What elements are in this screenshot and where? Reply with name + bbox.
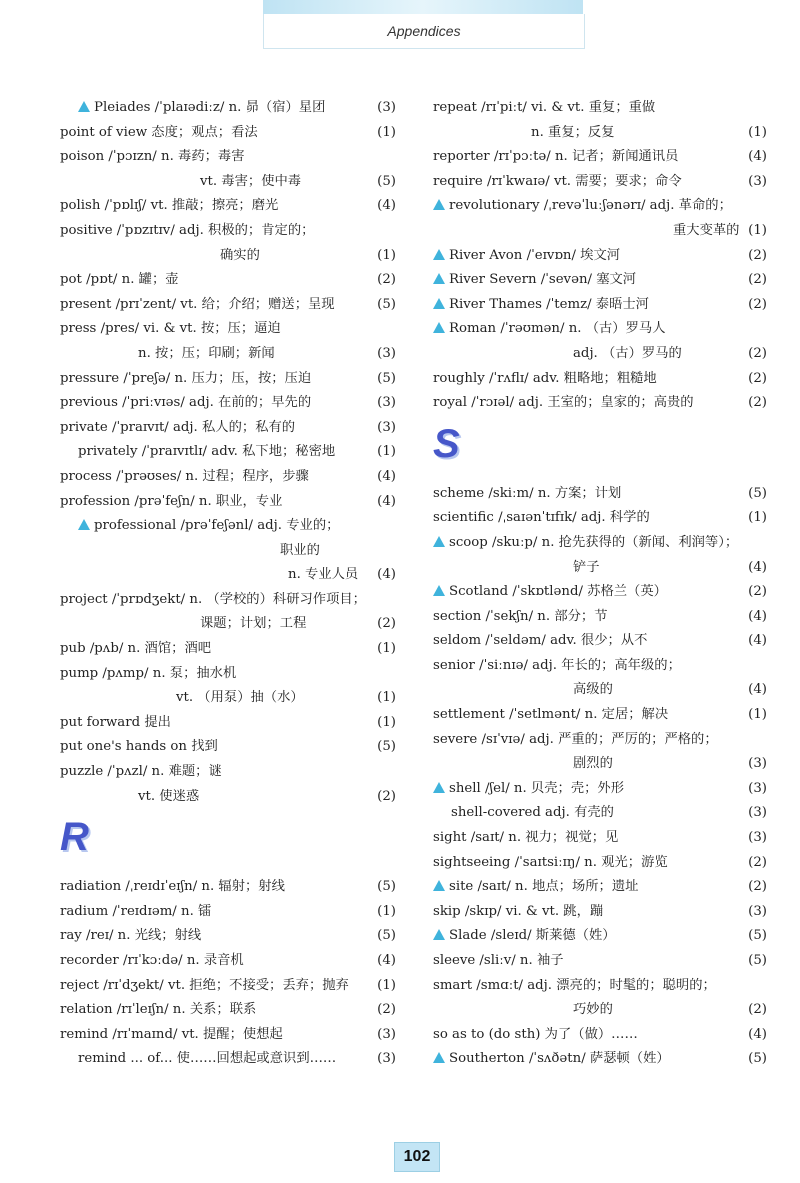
entry-text: River Avon /ˈeɪvɒn/ 埃文河 bbox=[449, 247, 621, 263]
entry-text: point of view 态度；观点；看法 bbox=[60, 124, 258, 140]
entry-text: site /saɪt/ n. 地点；场所；遗址 bbox=[449, 879, 639, 895]
glossary-entry bbox=[60, 121, 396, 146]
unit-number: (2) bbox=[748, 345, 767, 361]
glossary-entry bbox=[433, 654, 767, 679]
header-title: Appendices bbox=[387, 23, 461, 39]
entry-text: scientific /ˌsaɪənˈtɪfɪk/ adj. 科学的 bbox=[433, 510, 650, 526]
unit-number: (3) bbox=[377, 345, 396, 361]
entry-text: require /rɪˈkwaɪə/ vt. 需要；要求；命令 bbox=[433, 173, 682, 189]
glossary-entry bbox=[60, 539, 396, 564]
glossary-entry bbox=[60, 998, 396, 1023]
page-number bbox=[394, 1142, 440, 1172]
unit-number: (1) bbox=[377, 690, 396, 706]
entry-text: vt. （用泵）抽（水） bbox=[176, 690, 304, 706]
entry-text: Southerton /ˈsʌðətn/ 萨瑟顿（姓） bbox=[449, 1051, 670, 1067]
unit-number: (1) bbox=[377, 977, 396, 993]
unit-number: (1) bbox=[377, 124, 396, 140]
unit-number: (1) bbox=[377, 641, 396, 657]
unit-number: (1) bbox=[748, 222, 767, 238]
entry-text: sleeve /sliːv/ n. 袖子 bbox=[433, 953, 564, 968]
glossary-entry bbox=[433, 851, 767, 876]
unit-number: (5) bbox=[377, 739, 396, 755]
glossary-entry bbox=[433, 605, 767, 630]
unit-number: (1) bbox=[377, 444, 396, 460]
unit-number: (5) bbox=[377, 928, 396, 944]
glossary-entry bbox=[60, 490, 396, 515]
entry-text: 巧妙的 bbox=[573, 1002, 613, 1018]
unit-number: (4) bbox=[748, 1026, 767, 1042]
glossary-entry bbox=[60, 949, 396, 974]
glossary-entry bbox=[433, 170, 767, 195]
glossary-entry bbox=[433, 219, 767, 244]
entry-text: remind /rɪˈmaɪnd/ vt. 提醒；使想起 bbox=[60, 1026, 283, 1042]
entry-text: poison /ˈpɔɪzn/ n. 毒药；毒害 bbox=[60, 149, 245, 165]
unit-number: (5) bbox=[748, 953, 767, 968]
entry-text: ray /reɪ/ n. 光线；射线 bbox=[60, 928, 202, 944]
unit-number: (2) bbox=[748, 879, 767, 895]
unit-number: (4) bbox=[377, 953, 396, 968]
glossary-entry bbox=[433, 342, 767, 367]
unit-number: (1) bbox=[748, 707, 767, 723]
header-decoration bbox=[263, 0, 583, 14]
entry-text: settlement /ˈsetlmənt/ n. 定居；解决 bbox=[433, 707, 669, 723]
entry-text: process /ˈprəʊses/ n. 过程；程序，步骤 bbox=[60, 468, 309, 484]
glossary-entry bbox=[433, 121, 767, 146]
entry-text: senior /ˈsiːnɪə/ adj. 年长的；高年级的； bbox=[433, 657, 681, 673]
triangle-marker-icon bbox=[433, 1052, 445, 1063]
glossary-entry bbox=[433, 949, 767, 974]
unit-number: (5) bbox=[377, 879, 396, 895]
glossary-entry bbox=[433, 1023, 767, 1048]
unit-number: (4) bbox=[377, 567, 396, 583]
entry-text: section /ˈsekʃn/ n. 部分；节 bbox=[433, 608, 608, 624]
entry-text: smart /smɑːt/ adj. 漂亮的；时髦的；聪明的； bbox=[433, 977, 716, 993]
glossary-entry bbox=[433, 556, 767, 581]
glossary-entry bbox=[433, 998, 767, 1023]
triangle-marker-icon bbox=[433, 298, 445, 309]
glossary-entry bbox=[60, 440, 396, 465]
entry-text: put one's hands on 找到 bbox=[60, 739, 218, 755]
glossary-entry bbox=[433, 629, 767, 654]
unit-number: (3) bbox=[377, 1026, 396, 1042]
entry-text: puzzle /ˈpʌzl/ n. 难题；谜 bbox=[60, 764, 222, 780]
triangle-marker-icon bbox=[78, 519, 90, 530]
glossary-entry bbox=[60, 367, 396, 392]
unit-number: (4) bbox=[748, 149, 767, 165]
entry-text: shell-covered adj. 有壳的 bbox=[451, 805, 614, 821]
unit-number: (2) bbox=[748, 584, 767, 600]
entry-text: adj. （古）罗马的 bbox=[573, 345, 682, 361]
unit-number: (3) bbox=[377, 100, 396, 115]
entry-text: pot /pɒt/ n. 罐；壶 bbox=[60, 272, 179, 288]
glossary-entry bbox=[60, 145, 396, 170]
entry-text: previous /ˈpriːvɪəs/ adj. 在前的；早先的 bbox=[60, 395, 312, 411]
entry-text: radium /ˈreɪdɪəm/ n. 镭 bbox=[60, 903, 212, 919]
unit-number: (5) bbox=[748, 1051, 767, 1067]
glossary-entry bbox=[60, 875, 396, 900]
entry-text: vt. 使迷惑 bbox=[138, 788, 200, 804]
triangle-marker-icon bbox=[433, 322, 445, 333]
glossary-entry bbox=[433, 1047, 767, 1072]
glossary-entry bbox=[60, 514, 396, 539]
entry-text: royal /ˈrɔɪəl/ adj. 王室的；皇家的；高贵的 bbox=[433, 395, 694, 411]
entry-text: severe /sɪˈvɪə/ adj. 严重的；严厉的；严格的； bbox=[433, 731, 718, 747]
unit-number: (1) bbox=[377, 247, 396, 263]
left-column bbox=[60, 96, 396, 1072]
glossary-entry bbox=[433, 875, 767, 900]
unit-number: (3) bbox=[377, 1051, 396, 1067]
glossary-entry bbox=[60, 465, 396, 490]
unit-number: (4) bbox=[748, 633, 767, 649]
entry-text: press /pres/ vi. & vt. 按；压；逼迫 bbox=[60, 321, 281, 337]
glossary-entry bbox=[433, 826, 767, 851]
unit-number: (5) bbox=[377, 370, 396, 386]
unit-number: (2) bbox=[377, 1002, 396, 1018]
unit-number: (2) bbox=[377, 788, 396, 804]
page-number-text: 102 bbox=[403, 1148, 431, 1165]
glossary-entry bbox=[60, 924, 396, 949]
entry-text: Scotland /ˈskɒtlənd/ 苏格兰（英） bbox=[449, 584, 667, 600]
entry-text: Pleiades /ˈplaɪədiːz/ n. 昴（宿）星团 bbox=[94, 100, 326, 115]
triangle-marker-icon bbox=[433, 585, 445, 596]
unit-number: (1) bbox=[377, 714, 396, 730]
glossary-entry bbox=[433, 801, 767, 826]
unit-number: (4) bbox=[748, 682, 767, 698]
unit-number: (2) bbox=[748, 395, 767, 411]
entry-text: sightseeing /ˈsaɪtsiːɪŋ/ n. 观光；游览 bbox=[433, 854, 668, 870]
unit-number: (1) bbox=[748, 510, 767, 526]
entry-text: Slade /sleɪd/ 斯莱德（姓） bbox=[449, 928, 616, 944]
unit-number: (4) bbox=[377, 198, 396, 214]
glossary-entry bbox=[433, 531, 767, 556]
entry-text: put forward 提出 bbox=[60, 714, 171, 730]
entry-text: pub /pʌb/ n. 酒馆；酒吧 bbox=[60, 641, 212, 657]
glossary-entry bbox=[433, 678, 767, 703]
entry-text: River Severn /ˈsevən/ 塞文河 bbox=[449, 272, 637, 288]
entry-text: sight /saɪt/ n. 视力；视觉；见 bbox=[433, 830, 619, 846]
entry-text: scoop /skuːp/ n. 抢先获得的（新闻、利润等）； bbox=[449, 534, 739, 550]
glossary-entry bbox=[60, 735, 396, 760]
glossary-entry bbox=[433, 317, 767, 342]
triangle-marker-icon bbox=[433, 199, 445, 210]
unit-number: (3) bbox=[748, 756, 767, 772]
unit-number: (3) bbox=[377, 419, 396, 435]
glossary-entry bbox=[433, 924, 767, 949]
entry-text: relation /rɪˈleɪʃn/ n. 关系；联系 bbox=[60, 1002, 257, 1018]
unit-number: (3) bbox=[748, 173, 767, 189]
glossary-entry bbox=[60, 612, 396, 637]
glossary-entry bbox=[60, 194, 396, 219]
entry-text: 确实的 bbox=[220, 247, 260, 263]
entry-text: scheme /skiːm/ n. 方案；计划 bbox=[433, 485, 622, 501]
entry-text: recorder /rɪˈkɔːdə/ n. 录音机 bbox=[60, 953, 244, 968]
triangle-marker-icon bbox=[433, 273, 445, 284]
unit-number: (5) bbox=[748, 928, 767, 944]
entry-text: revolutionary /ˌrevəˈluːʃənərɪ/ adj. 革命的； bbox=[449, 198, 732, 214]
unit-number: (1) bbox=[377, 903, 396, 919]
glossary-entry bbox=[433, 96, 767, 121]
glossary-entry bbox=[433, 900, 767, 925]
entry-text: 课题；计划；工程 bbox=[200, 616, 307, 632]
entry-text: privately /ˈpraɪvɪtlɪ/ adv. 私下地；秘密地 bbox=[78, 444, 336, 460]
entry-text: pressure /ˈpreʃə/ n. 压力；压，按；压迫 bbox=[60, 370, 312, 386]
glossary-entry bbox=[433, 268, 767, 293]
glossary-entry bbox=[60, 391, 396, 416]
section-letter: R bbox=[60, 815, 89, 860]
entry-text: roughly /ˈrʌflɪ/ adv. 粗略地；粗糙地 bbox=[433, 370, 657, 386]
entry-text: n. 重复；反复 bbox=[531, 124, 615, 140]
entry-text: repeat /rɪˈpiːt/ vi. & vt. 重复；重做 bbox=[433, 100, 656, 115]
unit-number: (2) bbox=[748, 272, 767, 288]
entry-text: 职业的 bbox=[280, 542, 320, 558]
glossary-entry bbox=[60, 662, 396, 687]
glossary-entry bbox=[60, 170, 396, 195]
glossary-entry bbox=[60, 1023, 396, 1048]
glossary-entry bbox=[433, 391, 767, 416]
glossary-entry bbox=[60, 974, 396, 999]
glossary-entry bbox=[60, 268, 396, 293]
glossary-entry bbox=[433, 367, 767, 392]
unit-number: (2) bbox=[748, 296, 767, 312]
glossary-entry bbox=[433, 752, 767, 777]
glossary-entry bbox=[60, 96, 396, 121]
glossary-entry bbox=[433, 244, 767, 269]
entry-text: shell /ʃel/ n. 贝壳；壳；外形 bbox=[449, 780, 625, 796]
glossary-entry bbox=[433, 580, 767, 605]
triangle-marker-icon bbox=[433, 880, 445, 891]
unit-number: (3) bbox=[748, 805, 767, 821]
glossary-entry bbox=[60, 785, 396, 810]
section-letter: S bbox=[433, 421, 460, 466]
unit-number: (4) bbox=[377, 468, 396, 484]
entry-text: River Thames /ˈtemz/ 泰晤士河 bbox=[449, 296, 649, 312]
unit-number: (3) bbox=[748, 780, 767, 796]
entry-text: 剧烈的 bbox=[573, 756, 613, 772]
unit-number: (3) bbox=[748, 903, 767, 919]
unit-number: (5) bbox=[748, 485, 767, 501]
glossary-entry bbox=[433, 194, 767, 219]
glossary-entry bbox=[60, 686, 396, 711]
glossary-entry bbox=[433, 506, 767, 531]
triangle-marker-icon bbox=[433, 536, 445, 547]
entry-text: skip /skɪp/ vi. & vt. 跳，蹦 bbox=[433, 903, 604, 919]
glossary-entry bbox=[433, 293, 767, 318]
glossary-entry bbox=[60, 711, 396, 736]
entry-text: polish /ˈpɒlɪʃ/ vt. 推敲；擦亮；磨光 bbox=[60, 198, 279, 214]
unit-number: (4) bbox=[748, 559, 767, 575]
entry-text: positive /ˈpɒzɪtɪv/ adj. 积极的；肯定的； bbox=[60, 222, 315, 238]
glossary-entry bbox=[433, 145, 767, 170]
entry-text: n. 专业人员 bbox=[288, 567, 359, 583]
glossary-entry bbox=[60, 317, 396, 342]
glossary-entry bbox=[60, 219, 396, 244]
unit-number: (1) bbox=[748, 124, 767, 140]
glossary-entry bbox=[433, 703, 767, 728]
glossary-entry bbox=[60, 293, 396, 318]
unit-number: (5) bbox=[377, 173, 396, 189]
triangle-marker-icon bbox=[433, 782, 445, 793]
entry-text: Roman /ˈrəʊmən/ n. （古）罗马人 bbox=[449, 321, 666, 337]
entry-text: 铲子 bbox=[573, 559, 600, 575]
triangle-marker-icon bbox=[78, 101, 90, 112]
entry-text: reject /rɪˈdʒekt/ vt. 拒绝；不接受；丢弃；抛弃 bbox=[60, 977, 349, 993]
unit-number: (2) bbox=[748, 370, 767, 386]
glossary-entry bbox=[60, 342, 396, 367]
glossary-entry bbox=[60, 1047, 396, 1072]
unit-number: (2) bbox=[377, 616, 396, 632]
unit-number: (2) bbox=[748, 854, 767, 870]
entry-text: project /ˈprɒdʒekt/ n. （学校的）科研习作项目； bbox=[60, 591, 366, 607]
entry-text: 高级的 bbox=[573, 682, 613, 698]
glossary-entry bbox=[60, 760, 396, 785]
glossary-entry bbox=[60, 416, 396, 441]
unit-number: (5) bbox=[377, 296, 396, 312]
unit-number: (4) bbox=[748, 608, 767, 624]
unit-number: (4) bbox=[377, 493, 396, 509]
entry-text: n. 按；压；印刷；新闻 bbox=[138, 345, 275, 361]
entry-text: seldom /ˈseldəm/ adv. 很少；从不 bbox=[433, 633, 648, 649]
entry-text: radiation /ˌreɪdɪˈeɪʃn/ n. 辐射；射线 bbox=[60, 879, 285, 895]
entry-text: reporter /rɪˈpɔːtə/ n. 记者；新闻通讯员 bbox=[433, 149, 679, 165]
glossary-entry bbox=[433, 482, 767, 507]
unit-number: (3) bbox=[748, 830, 767, 846]
glossary-entry bbox=[433, 777, 767, 802]
unit-number: (3) bbox=[377, 395, 396, 411]
glossary-entry bbox=[60, 244, 396, 269]
entry-text: 重大变革的 bbox=[673, 222, 740, 238]
glossary-entry bbox=[60, 588, 396, 613]
unit-number: (2) bbox=[748, 1002, 767, 1018]
entry-text: pump /pʌmp/ n. 泵；抽水机 bbox=[60, 665, 237, 681]
unit-number: (2) bbox=[748, 247, 767, 263]
entry-text: so as to (do sth) 为了（做）…… bbox=[433, 1026, 638, 1042]
glossary-entry bbox=[433, 974, 767, 999]
entry-text: present /prɪˈzent/ vt. 给；介绍；赠送；呈现 bbox=[60, 296, 335, 312]
right-column bbox=[433, 96, 767, 1072]
entry-text: private /ˈpraɪvɪt/ adj. 私人的；私有的 bbox=[60, 419, 296, 435]
glossary-entry bbox=[433, 728, 767, 753]
glossary-entry bbox=[60, 900, 396, 925]
triangle-marker-icon bbox=[433, 929, 445, 940]
glossary-entry bbox=[60, 563, 396, 588]
entry-text: professional /prəˈfeʃənl/ adj. 专业的； bbox=[94, 518, 340, 534]
page-header bbox=[263, 14, 585, 49]
triangle-marker-icon bbox=[433, 249, 445, 260]
entry-text: vt. 毒害；使中毒 bbox=[200, 173, 302, 189]
entry-text: remind ... of... 使……回想起或意识到…… bbox=[78, 1051, 337, 1067]
glossary-entry bbox=[60, 637, 396, 662]
entry-text: profession /prəˈfeʃn/ n. 职业，专业 bbox=[60, 493, 283, 509]
unit-number: (2) bbox=[377, 272, 396, 288]
